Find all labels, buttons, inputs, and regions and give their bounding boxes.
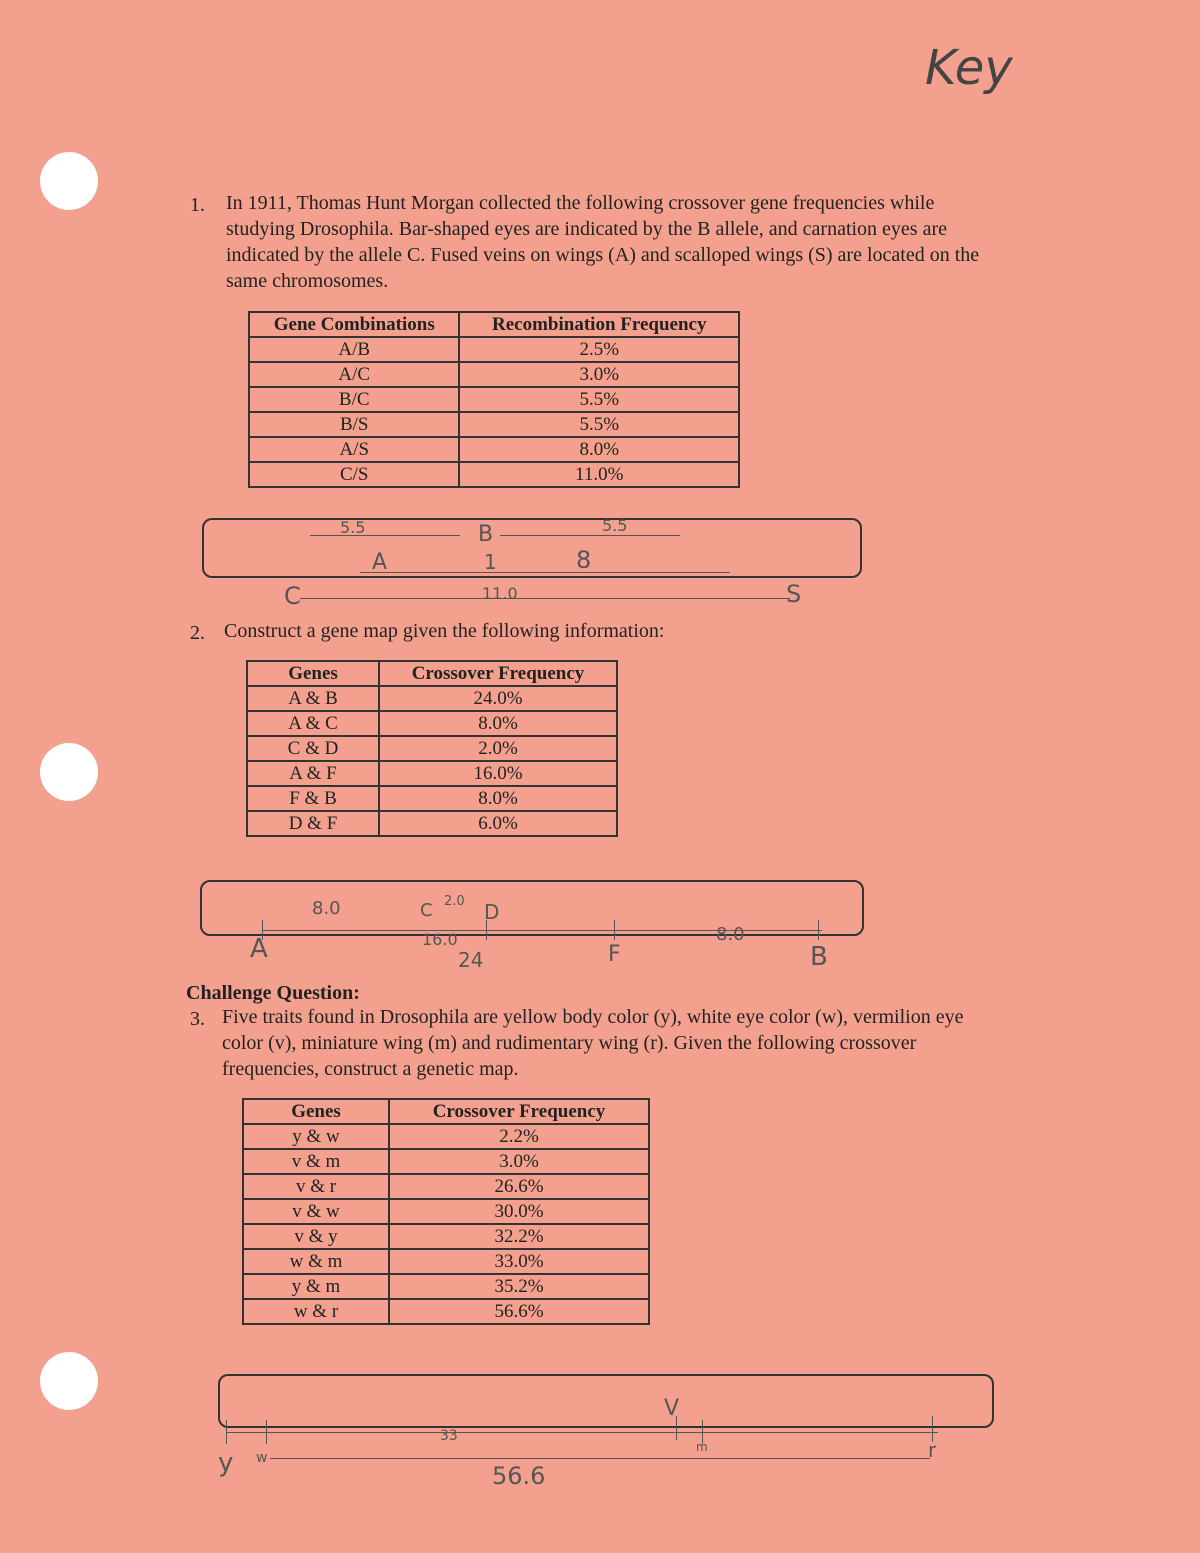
table-row — [249, 387, 739, 412]
q2-map-label: A — [250, 934, 268, 964]
q3-number: 3. — [190, 1008, 205, 1030]
table-row — [249, 437, 739, 462]
q2-number: 2. — [190, 622, 205, 644]
table-cell: A & B — [247, 686, 379, 711]
table-cell: A & C — [247, 711, 379, 736]
table-row — [243, 1249, 649, 1274]
q1-map-label: A — [372, 550, 388, 575]
table-cell: 30.0% — [389, 1199, 649, 1224]
table-cell: 2.0% — [379, 736, 617, 761]
q1-map-label: 1 — [484, 550, 497, 574]
q1-map-line — [310, 535, 460, 536]
q2-map-label: 24 — [458, 948, 484, 972]
table-cell: 8.0% — [379, 786, 617, 811]
table-header: Gene Combinations — [249, 312, 459, 337]
q2-map-label: B — [810, 942, 828, 972]
table-cell: 24.0% — [379, 686, 617, 711]
table-cell: 33.0% — [389, 1249, 649, 1274]
binder-hole-top — [40, 152, 98, 210]
table-cell: v & w — [243, 1199, 389, 1224]
q1-map-line — [360, 572, 730, 573]
q1-number: 1. — [190, 194, 205, 216]
q1-table — [248, 311, 740, 488]
table-row — [243, 1274, 649, 1299]
table-cell: w & m — [243, 1249, 389, 1274]
table-cell: 6.0% — [379, 811, 617, 836]
table-header: Recombination Frequency — [459, 312, 739, 337]
q2-map-box — [200, 880, 864, 936]
table-row — [247, 711, 617, 736]
table-cell: A/B — [249, 337, 459, 362]
table-cell: 32.2% — [389, 1224, 649, 1249]
table-cell: 2.5% — [459, 337, 739, 362]
table-cell: v & m — [243, 1149, 389, 1174]
table-cell: 5.5% — [459, 387, 739, 412]
table-cell: A/C — [249, 362, 459, 387]
table-row — [247, 761, 617, 786]
q1-map-label: 5.5 — [602, 516, 628, 535]
table-row — [243, 1199, 649, 1224]
table-cell: w & r — [243, 1299, 389, 1324]
table-row — [243, 1224, 649, 1249]
table-header: Crossover Frequency — [379, 661, 617, 686]
q1-map-label: 8 — [576, 546, 592, 574]
q3-table — [242, 1098, 650, 1325]
q3-map-label: y — [218, 1448, 234, 1478]
q3-map-tick — [226, 1420, 227, 1444]
table-row — [247, 686, 617, 711]
table-row — [243, 1299, 649, 1324]
table-row — [243, 1124, 649, 1149]
table-cell: y & w — [243, 1124, 389, 1149]
table-row — [249, 337, 739, 362]
q1-map-line — [500, 535, 680, 536]
table-cell: 56.6% — [389, 1299, 649, 1324]
table-cell: 8.0% — [459, 437, 739, 462]
q3-map-label: m — [696, 1440, 708, 1454]
q3-map-label: 33 — [440, 1428, 458, 1444]
q2-map-tick — [818, 920, 819, 940]
q3-map-tick — [266, 1420, 267, 1444]
table-cell: 35.2% — [389, 1274, 649, 1299]
table-cell: 8.0% — [379, 711, 617, 736]
table-row — [249, 462, 739, 487]
q3-text: Five traits found in Drosophila are yellow body color (y), white eye color (w), vermilion eye color (v), miniature wing (m) and rudimentary wing (r). Given the following crossover frequencies, construct a genetic map. — [222, 1006, 964, 1080]
q2-map-label: 8.0 — [312, 898, 341, 919]
table-cell: C/S — [249, 462, 459, 487]
table-cell: 16.0% — [379, 761, 617, 786]
table-cell: 2.2% — [389, 1124, 649, 1149]
key-label: Key — [925, 40, 1013, 96]
table-header: Crossover Frequency — [389, 1099, 649, 1124]
q1-map-line — [300, 598, 790, 599]
table-cell: D & F — [247, 811, 379, 836]
table-row — [247, 811, 617, 836]
q1-text: In 1911, Thomas Hunt Morgan collected the following crossover gene frequencies while studying Drosophila. Bar-shaped eyes are indicated by the B allele, and carnation eyes are indicated by the allele C. Fused veins on wings (A) and scalloped wings (S) are located on the same chromosomes. — [226, 192, 980, 292]
table-cell: v & y — [243, 1224, 389, 1249]
q2-table — [246, 660, 618, 837]
table-header: Genes — [243, 1099, 389, 1124]
table-cell: C & D — [247, 736, 379, 761]
table-cell: 5.5% — [459, 412, 739, 437]
q1-map-label: S — [786, 580, 802, 608]
q3-map-line — [270, 1458, 930, 1459]
q2-map-label: 2.0 — [444, 894, 465, 909]
q2-map-label: 16.0 — [422, 930, 458, 949]
q3-map-line — [226, 1432, 938, 1433]
table-row — [243, 1174, 649, 1199]
table-row — [243, 1149, 649, 1174]
table-cell: 11.0% — [459, 462, 739, 487]
q2-map-label: D — [484, 900, 500, 924]
q3-map-label: r — [928, 1438, 937, 1462]
table-cell: A/S — [249, 437, 459, 462]
binder-hole-middle — [40, 743, 98, 801]
binder-hole-bottom — [40, 1352, 98, 1410]
table-header: Genes — [247, 661, 379, 686]
q1-map-label: C — [284, 582, 301, 610]
q3-map-label: V — [664, 1396, 680, 1421]
table-cell: A & F — [247, 761, 379, 786]
table-cell: B/C — [249, 387, 459, 412]
table-cell: F & B — [247, 786, 379, 811]
q3-map-label: w — [256, 1450, 268, 1466]
q2-map-label: 8.0 — [716, 924, 745, 945]
q3-map-box — [218, 1374, 994, 1428]
q2-map-tick — [614, 920, 615, 940]
table-cell: v & r — [243, 1174, 389, 1199]
table-row — [249, 362, 739, 387]
table-row — [247, 786, 617, 811]
q3-map-label: 56.6 — [492, 1462, 546, 1490]
table-cell: y & m — [243, 1274, 389, 1299]
table-row — [249, 412, 739, 437]
table-cell: B/S — [249, 412, 459, 437]
table-cell: 3.0% — [459, 362, 739, 387]
q1-map-label: 5.5 — [340, 518, 366, 537]
q1-map-label: B — [478, 522, 494, 547]
q2-map-label: F — [608, 942, 621, 967]
table-cell: 3.0% — [389, 1149, 649, 1174]
table-cell: 26.6% — [389, 1174, 649, 1199]
challenge-heading: Challenge Question: — [186, 982, 360, 1004]
q2-text: Construct a gene map given the following information: — [224, 620, 665, 642]
table-row — [247, 736, 617, 761]
q1-map-box — [202, 518, 862, 578]
q2-map-label: C — [420, 900, 433, 921]
q1-map-label: 11.0 — [482, 584, 518, 603]
